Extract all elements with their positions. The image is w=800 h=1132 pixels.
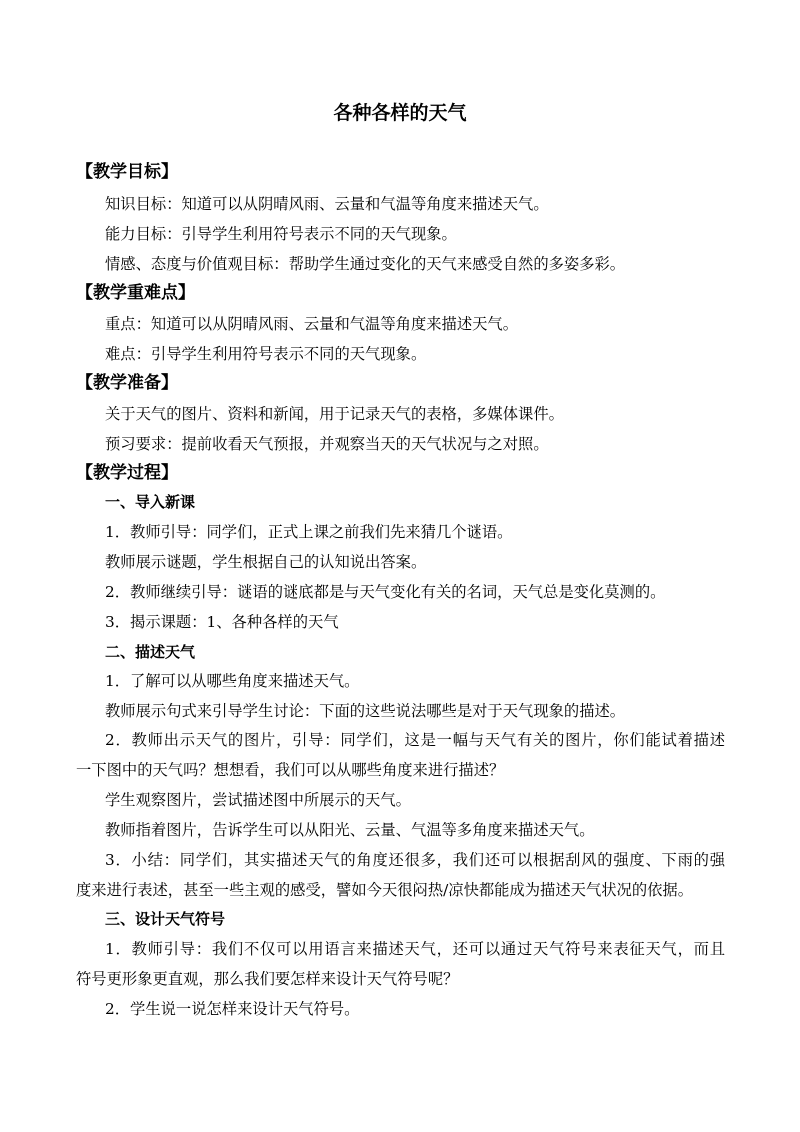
- paragraph: 情感、态度与价值观目标：帮助学生通过变化的天气来感受自然的多姿多彩。: [105, 255, 626, 273]
- paragraph: 符号更形象更直观，那么我们要怎样来设计天气符号呢？: [76, 970, 459, 988]
- paragraph: 一下图中的天气吗？想想看，我们可以从哪些角度来进行描述？: [76, 761, 505, 779]
- paragraph: 1．教师引导：我们不仅可以用语言来描述天气，还可以通过天气符号来表征天气，而且: [105, 940, 725, 958]
- section-heading-goals: 【教学目标】: [76, 162, 178, 182]
- paragraph: 3．小结：同学们，其实描述天气的角度还很多，我们还可以根据刮风的强度、下雨的强: [105, 851, 725, 869]
- subsection-title: 一、导入新课: [105, 493, 196, 511]
- paragraph: 关于天气的图片、资料和新闻，用于记录天气的表格，多媒体课件。: [105, 405, 564, 423]
- section-heading-preparation: 【教学准备】: [76, 373, 178, 393]
- paragraph: 2．教师出示天气的图片，引导：同学们，这是一幅与天气有关的图片，你们能试着描述: [105, 731, 725, 749]
- paragraph: 1．了解可以从哪些角度来描述天气。: [105, 672, 360, 690]
- paragraph: 教师指着图片，告诉学生可以从阳光、云量、气温等多角度来描述天气。: [105, 821, 595, 839]
- paragraph: 2．学生说一说怎样来设计天气符号。: [105, 1000, 360, 1018]
- paragraph: 教师展示谜题，学生根据自己的认知说出答案。: [105, 553, 427, 571]
- section-heading-process: 【教学过程】: [76, 463, 178, 483]
- paragraph: 3．揭示课题：1、各种各样的天气: [105, 613, 339, 631]
- subsection-title: 三、设计天气符号: [105, 910, 226, 928]
- section-heading-key-points: 【教学重难点】: [76, 283, 195, 303]
- document-title: 各种各样的天气: [333, 102, 467, 124]
- subsection-title: 二、描述天气: [105, 643, 196, 661]
- paragraph: 重点：知道可以从阴晴风雨、云量和气温等角度来描述天气。: [105, 315, 519, 333]
- paragraph: 难点：引导学生利用符号表示不同的天气现象。: [105, 345, 427, 363]
- paragraph: 教师展示句式来引导学生讨论：下面的这些说法哪些是对于天气现象的描述。: [105, 702, 626, 720]
- paragraph: 2．教师继续引导：谜语的谜底都是与天气变化有关的名词，天气总是变化莫测的。: [105, 583, 666, 601]
- paragraph: 知识目标：知道可以从阴晴风雨、云量和气温等角度来描述天气。: [105, 195, 549, 213]
- paragraph: 1．教师引导：同学们，正式上课之前我们先来猜几个谜语。: [105, 523, 513, 541]
- paragraph: 预习要求：提前收看天气预报，并观察当天的天气状况与之对照。: [105, 435, 549, 453]
- paragraph: 学生观察图片，尝试描述图中所展示的天气。: [105, 791, 411, 809]
- paragraph: 度来进行表述，甚至一些主观的感受，譬如今天很闷热/凉快都能成为描述天气状况的依据。: [76, 881, 694, 899]
- paragraph: 能力目标：引导学生利用符号表示不同的天气现象。: [105, 225, 457, 243]
